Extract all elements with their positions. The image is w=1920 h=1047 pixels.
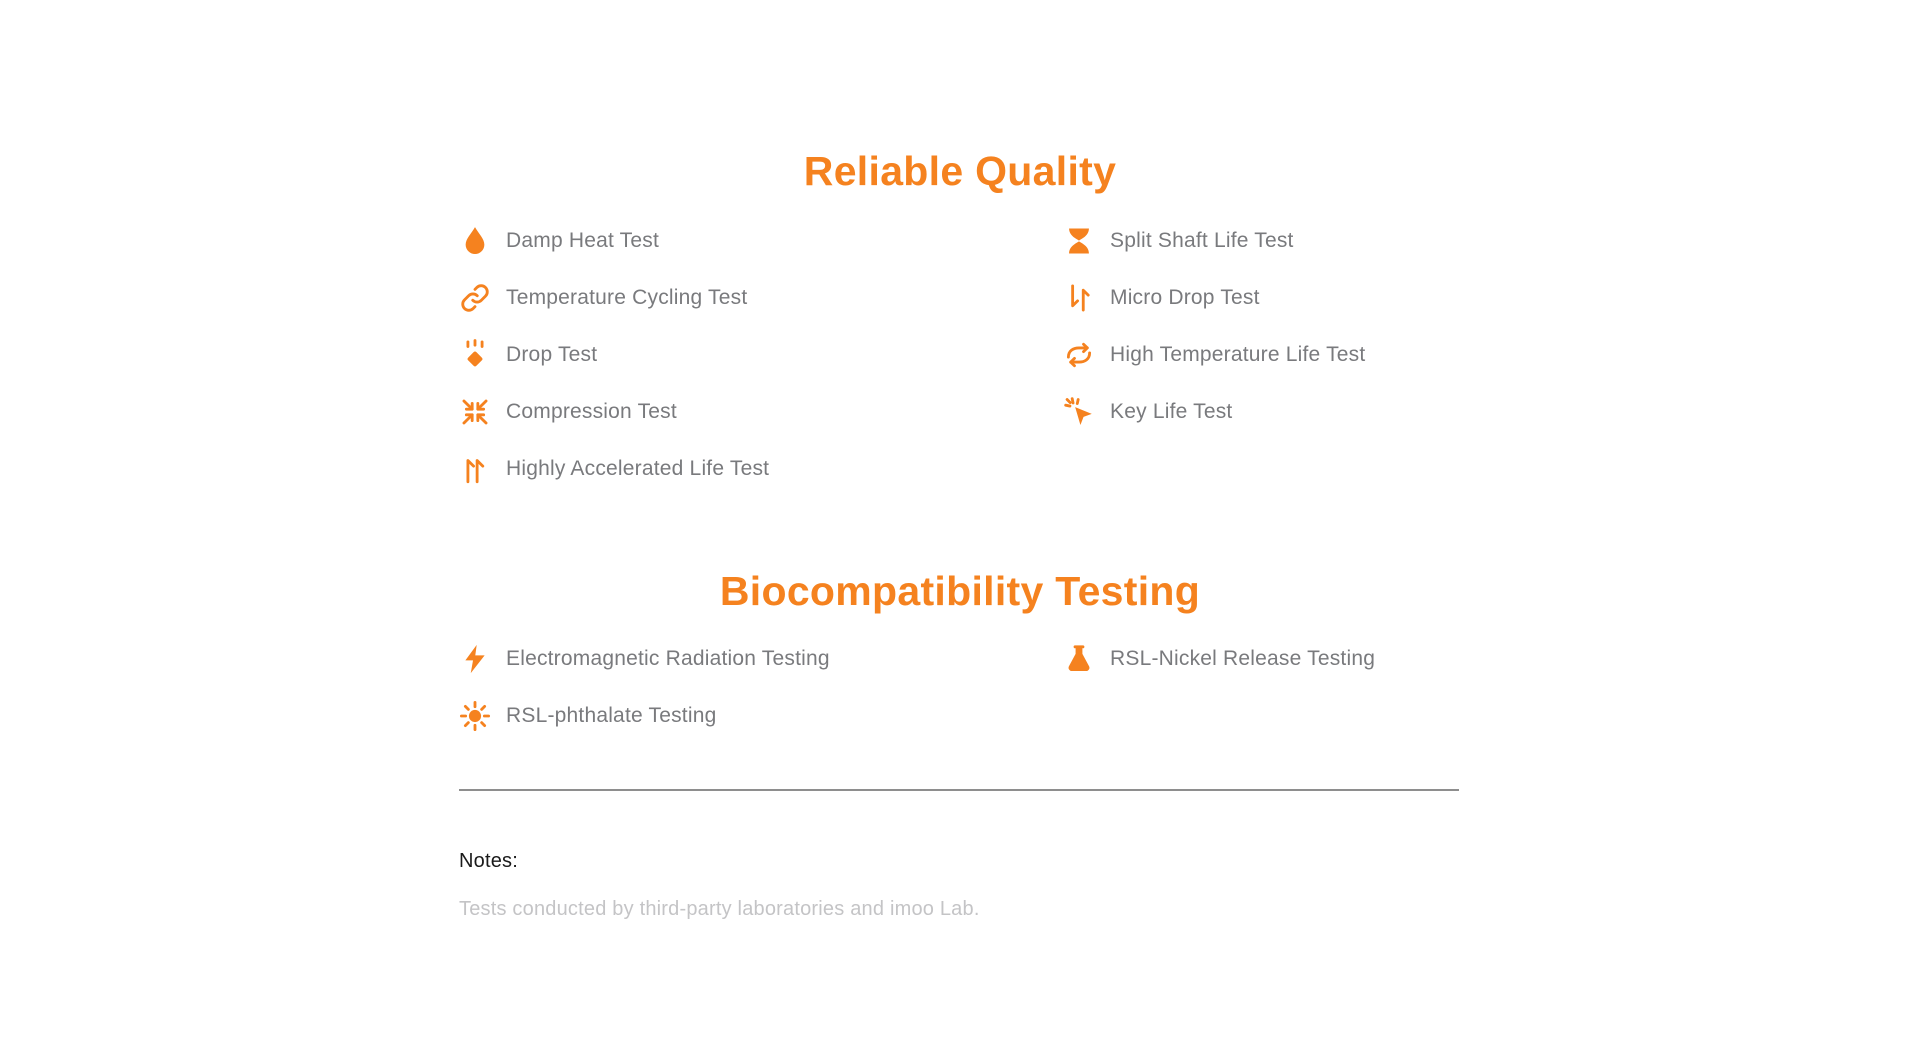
test-item — [458, 269, 769, 326]
repeat-loop-icon — [1062, 338, 1096, 372]
hourglass-icon — [1062, 224, 1096, 258]
section-title-biocompatibility: Biocompatibility Testing — [719, 568, 1201, 615]
test-item-label: Micro Drop Test — [1110, 285, 1260, 309]
test-item-label: RSL-phthalate Testing — [506, 703, 717, 727]
test-item-label: RSL-Nickel Release Testing — [1110, 646, 1376, 670]
test-item-label: Split Shaft Life Test — [1110, 228, 1294, 252]
double-up-arrows-icon — [458, 452, 492, 486]
test-item — [458, 687, 830, 744]
biocompatibility-right-column — [1062, 630, 1375, 687]
test-item-label: Damp Heat Test — [506, 228, 659, 252]
test-item — [458, 630, 830, 687]
test-item-label: Compression Test — [506, 399, 677, 423]
notes-label: Notes: — [459, 850, 519, 872]
sun-icon — [458, 699, 492, 733]
test-item — [458, 383, 769, 440]
flask-icon — [1062, 642, 1096, 676]
falling-diamond-icon — [458, 338, 492, 372]
test-item — [458, 326, 769, 383]
test-item-label: Drop Test — [506, 342, 598, 366]
test-item — [1062, 326, 1365, 383]
reliable-quality-right-column — [1062, 212, 1365, 440]
section-title-reliable-quality: Reliable Quality — [803, 148, 1117, 195]
test-item-label: Electromagnetic Radiation Testing — [506, 646, 830, 670]
biocompatibility-left-column — [458, 630, 830, 744]
test-item-label: Key Life Test — [1110, 399, 1233, 423]
test-item — [1062, 383, 1365, 440]
test-item — [1062, 212, 1365, 269]
cursor-click-icon — [1062, 395, 1096, 429]
test-item-label: High Temperature Life Test — [1110, 342, 1366, 366]
up-down-arrows-icon — [1062, 281, 1096, 315]
test-item — [1062, 630, 1375, 687]
water-drop-icon — [458, 224, 492, 258]
lightning-bolt-icon — [458, 642, 492, 676]
test-item-label: Temperature Cycling Test — [506, 285, 748, 309]
test-item — [458, 212, 769, 269]
test-item — [1062, 269, 1365, 326]
notes-body: Tests conducted by third-party laboratories and imoo Lab. — [459, 898, 980, 920]
link-icon — [458, 281, 492, 315]
test-item — [458, 440, 769, 497]
test-item-label: Highly Accelerated Life Test — [506, 456, 770, 480]
reliable-quality-left-column — [458, 212, 769, 497]
divider — [459, 789, 1459, 791]
compress-arrows-icon — [458, 395, 492, 429]
